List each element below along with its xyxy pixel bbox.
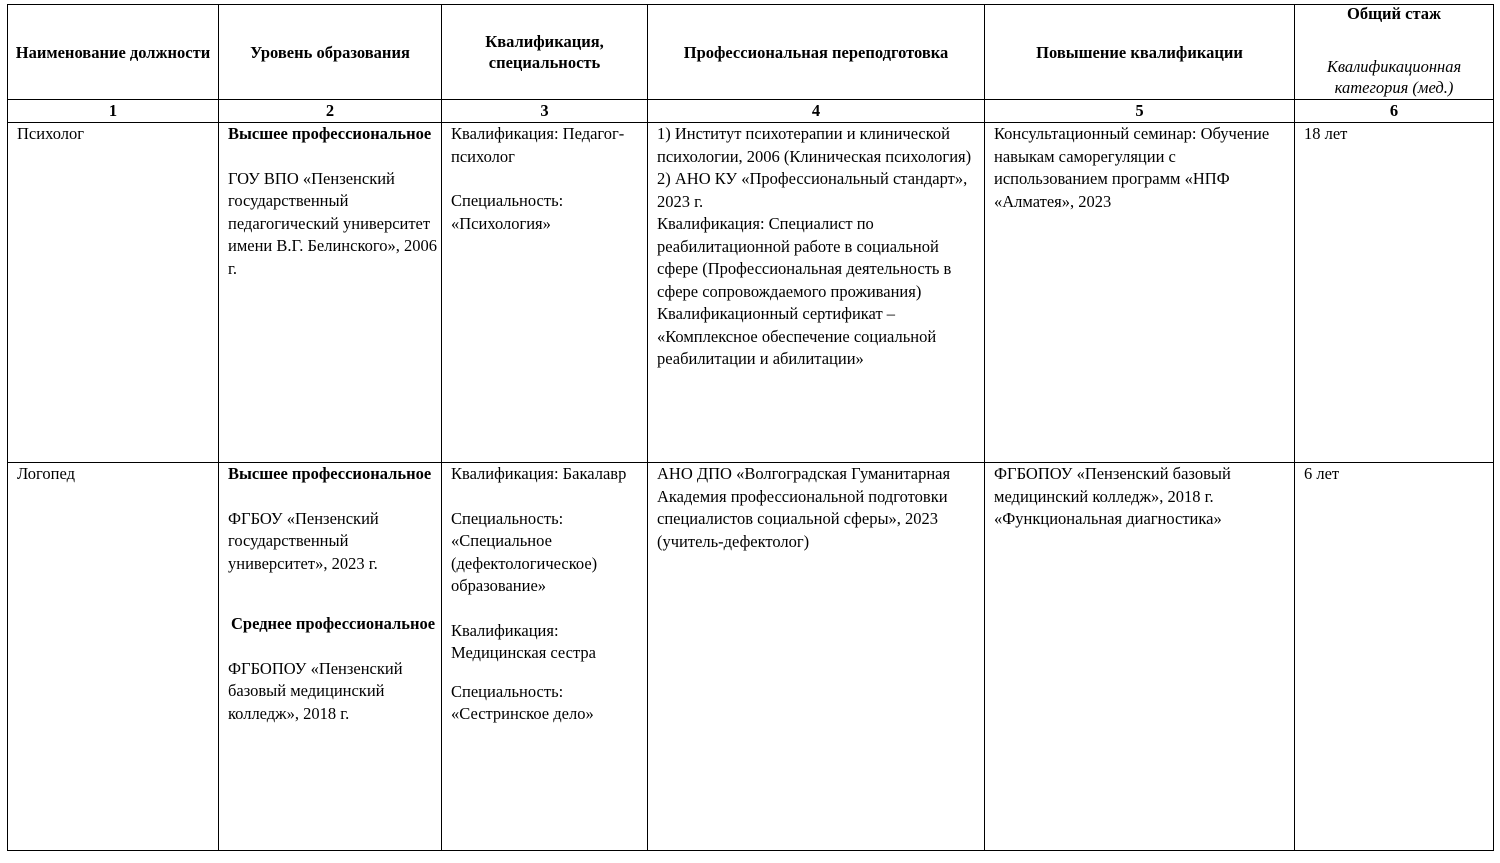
specialty-entry: Специальность: «Специальное (дефектологическое) образование» bbox=[451, 508, 598, 595]
position-cell bbox=[8, 463, 219, 851]
header-experience-cell bbox=[1295, 5, 1494, 100]
retraining-entry: АНО ДПО «Волгоградская Гуманитарная Академия профессиональной подготовки специалистов социальной сферы», 2023 (учитель-дефектолог) bbox=[657, 464, 951, 551]
retraining-cell bbox=[648, 463, 985, 851]
qualification-entry: Квалификация: Медицинская сестра bbox=[451, 620, 596, 662]
advanced-training-entry: ФГБОПОУ «Пензенский базовый медицинский колледж», 2018 г. «Функциональная диагностика» bbox=[994, 464, 1231, 528]
retraining-entry: 1) Институт психотерапии и клинической психологии, 2006 (Клиническая психология) bbox=[657, 124, 972, 166]
advanced-training-cell bbox=[985, 463, 1295, 851]
advanced-training-entry: Консультационный семинар: Обучение навыкам саморегуляции с использованием программ «НПФ «Алматея», 2023 bbox=[994, 124, 1270, 211]
retraining-cell bbox=[648, 123, 985, 463]
specialty-entry: Специальность: «Сестринское дело» bbox=[451, 681, 594, 723]
header-education: Уровень образования bbox=[219, 5, 442, 100]
document-page bbox=[7, 4, 1494, 851]
column-number: 1 bbox=[8, 100, 219, 123]
column-number: 6 bbox=[1295, 100, 1494, 123]
table-row bbox=[8, 463, 1494, 851]
header-advanced-training: Повышение квалификации bbox=[985, 5, 1295, 100]
staff-qualification-table bbox=[7, 4, 1494, 851]
retraining-entry: Квалификационный сертификат – «Комплексное обеспечение социальной реабилитации и абилитации» bbox=[657, 304, 937, 368]
header-retraining: Профессиональная переподготовка bbox=[648, 5, 985, 100]
header-experience: Общий стаж bbox=[1347, 4, 1441, 23]
retraining-entry: Квалификация: Специалист по реабилитационной работе в социальной сфере (Профессиональная деятельность в сфере сопровождаемого проживания) bbox=[657, 214, 952, 301]
experience-cell bbox=[1295, 463, 1494, 851]
experience-cell bbox=[1295, 123, 1494, 463]
header-experience-category: Квалификационная категория (мед.) bbox=[1326, 57, 1462, 97]
experience-value: 18 лет bbox=[1304, 124, 1348, 143]
table-row bbox=[8, 123, 1494, 463]
education-level: Высшее профессиональное bbox=[228, 464, 432, 483]
qualification-cell bbox=[442, 123, 648, 463]
column-number: 4 bbox=[648, 100, 985, 123]
table-header-row bbox=[8, 5, 1494, 100]
position-cell bbox=[8, 123, 219, 463]
specialty-entry: Специальность: «Психология» bbox=[451, 191, 564, 233]
column-number: 3 bbox=[442, 100, 648, 123]
education-institution: ГОУ ВПО «Пензенский государственный педагогический университет имени В.Г. Белинского», 2006 г. bbox=[228, 168, 437, 278]
education-cell bbox=[219, 463, 442, 851]
qualification-entry: Квалификация: Бакалавр bbox=[451, 464, 627, 483]
position-name: Логопед bbox=[17, 464, 75, 483]
position-name: Психолог bbox=[17, 124, 84, 143]
education-level: Высшее профессиональное bbox=[228, 124, 432, 143]
advanced-training-cell bbox=[985, 123, 1295, 463]
qualification-entry: Квалификация: Педагог-психолог bbox=[451, 124, 625, 166]
column-number: 2 bbox=[219, 100, 442, 123]
education-cell bbox=[219, 123, 442, 463]
header-qualification: Квалификация, специальность bbox=[442, 5, 648, 100]
education-level: Среднее профессиональное bbox=[231, 614, 436, 633]
experience-value: 6 лет bbox=[1304, 464, 1340, 483]
header-position: Наименование должности bbox=[8, 5, 219, 100]
column-number: 5 bbox=[985, 100, 1295, 123]
qualification-cell bbox=[442, 463, 648, 851]
education-institution: ФГБОУ «Пензенский государственный университет», 2023 г. bbox=[228, 508, 379, 573]
education-institution: ФГБОПОУ «Пензенский базовый медицинский колледж», 2018 г. bbox=[228, 658, 403, 723]
column-number-row bbox=[8, 100, 1494, 123]
retraining-entry: 2) АНО КУ «Профессиональный стандарт», 2023 г. bbox=[657, 169, 968, 211]
